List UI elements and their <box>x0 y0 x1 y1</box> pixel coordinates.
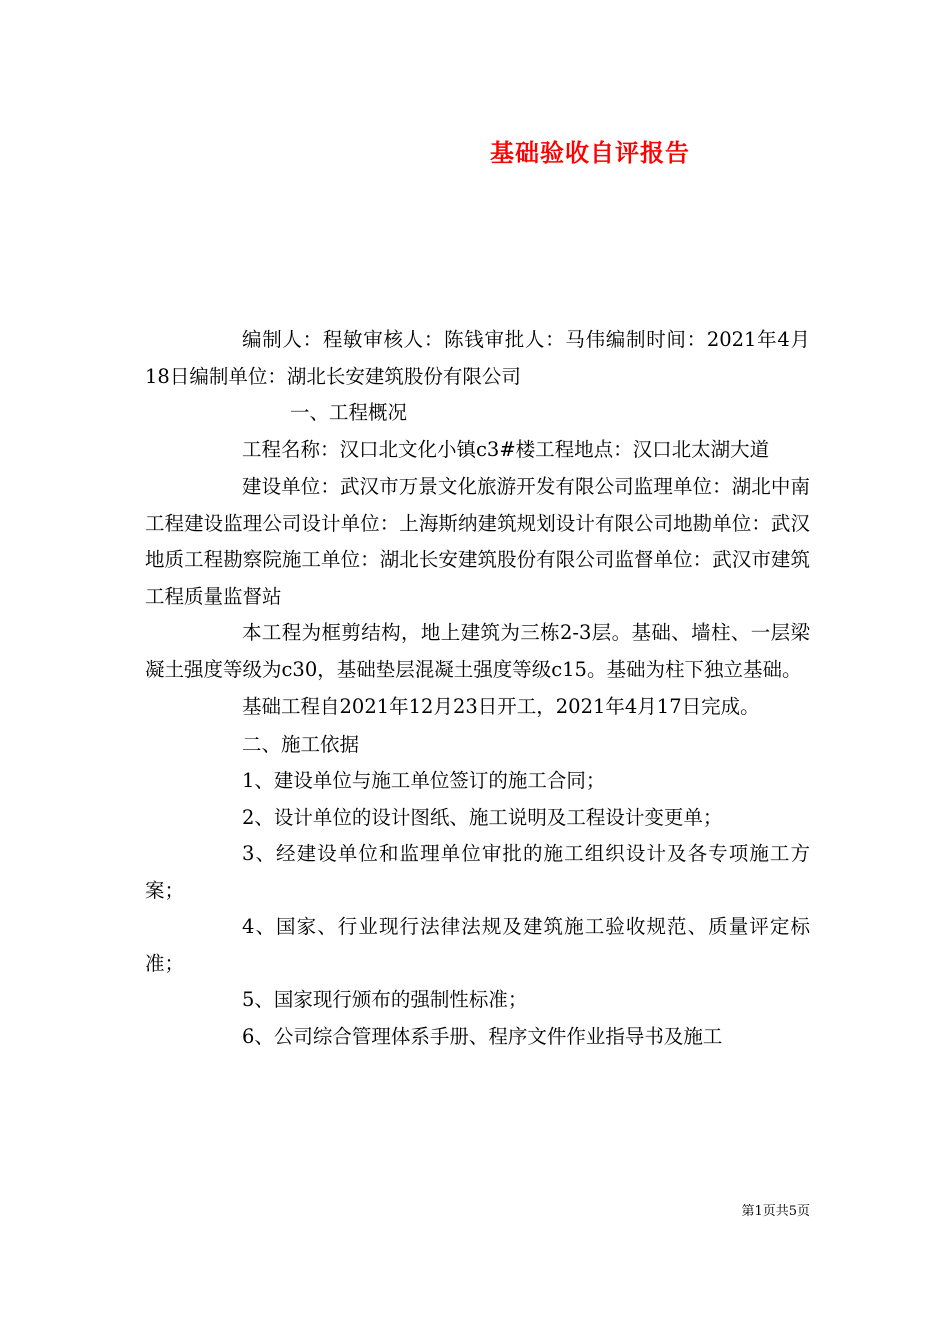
basis-item: 3、经建设单位和监理单位审批的施工组织设计及各专项施工方案； <box>145 842 810 902</box>
basis-item: 4、国家、行业现行法律法规及建筑施工验收规范、质量评定标准； <box>145 915 810 975</box>
schedule-line: 基础工程自2021年12月23日开工，2021年4月17日完成。 <box>242 695 760 718</box>
project-name-line: 工程名称：汉口北文化小镇c3#楼工程地点：汉口北太湖大道 <box>242 437 770 461</box>
participating-units-line: 建设单位：武汉市万景文化旅游开发有限公司监理单位：湖北中南工程建设监理公司设计单位：上海斯纳建筑规划设计有限公司地勘单位：武汉地质工程勘察院施工单位：湖北长安建筑股份有限公司监督单位：武汉市建筑工程质量监督站 <box>145 475 810 608</box>
page-number: 第1页共5页 <box>741 1204 810 1219</box>
structure-description: 本工程为框剪结构，地上建筑为三栋2-3层。基础、墙柱、一层梁凝土强度等级为c30，基础垫层混凝土强度等级c15。基础为柱下独立基础。 <box>145 621 810 681</box>
section-heading-basis: 二、施工依据 <box>242 732 360 756</box>
basis-item: 2、设计单位的设计图纸、施工说明及工程设计变更单； <box>242 805 723 829</box>
section-heading-overview: 一、工程概况 <box>290 401 408 424</box>
basis-item: 5、国家现行颁布的强制性标准； <box>242 988 528 1011</box>
basis-item: 1、建设单位与施工单位签订的施工合同； <box>242 769 606 792</box>
basis-item: 6、公司综合管理体系手册、程序文件作业指导书及施工 <box>242 1024 723 1048</box>
document-body <box>145 322 810 1055</box>
document-title: 基础验收自评报告 <box>490 138 690 167</box>
meta-line: 编制人：程敏审核人：陈钱审批人：马伟编制时间：2021年4月18日编制单位：湖北长安建筑股份有限公司 <box>145 328 810 388</box>
